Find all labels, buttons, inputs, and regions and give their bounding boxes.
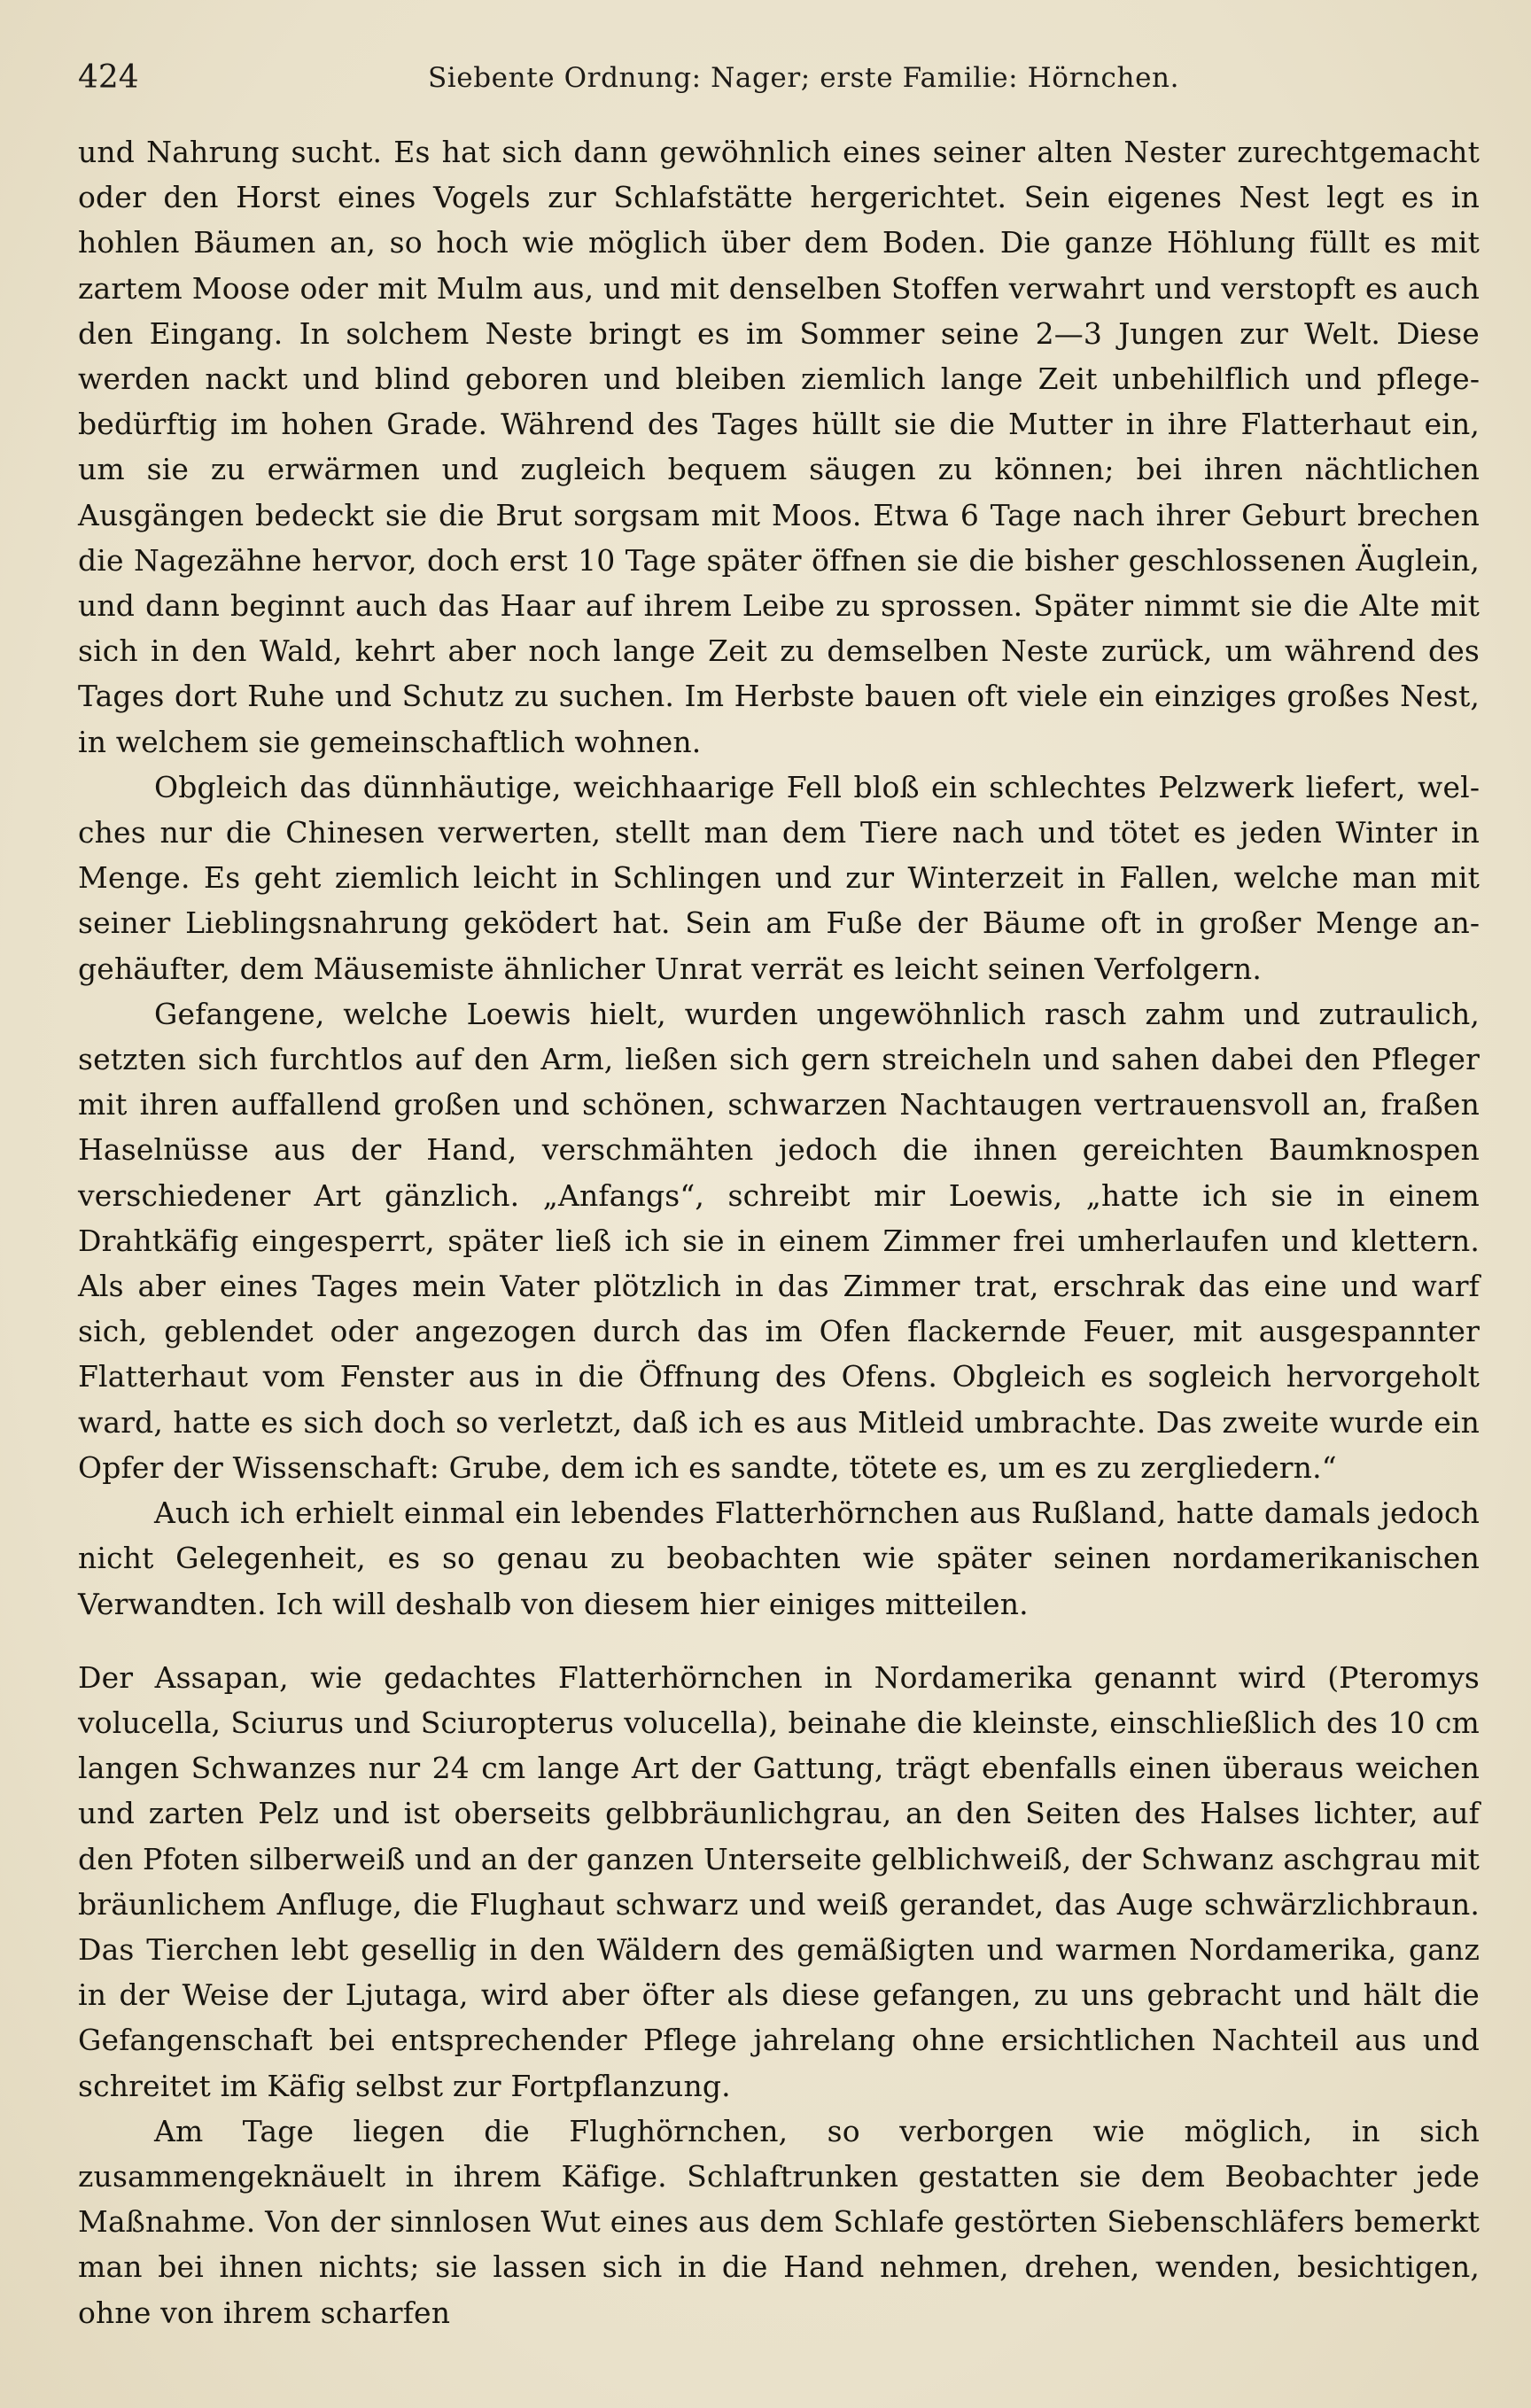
body-text: [78, 129, 1480, 2335]
paragraph-assapan-description: Der Assapan, wie gedachtes Flatterhörnchen in Nordamerika genannt wird (Pteromys volucella, Sciurus und Sciuropterus volucella), beinahe die kleinste, einschließlich des 10 cm langen Schwanzes nur 24 cm lange Art der Gattung, trägt ebenfalls einen überaus weichen und zarten Pelz und ist oberseits gelbbräunlichgrau, an den Seiten des Halses lichter, auf den Pfoten silberweiß und an der ganzen Unterseite gelblichweiß, der Schwanz aschgrau mit bräunlichem Anfluge, die Flughaut schwarz und weiß gerandet, das Auge schwärzlichbraun. Das Tierchen lebt gesellig in den Wäldern des gemäßigten und warmen Nordamerika, ganz in der Weise der Ljutaga, wird aber öfter als diese gefangen, zu uns gebracht und hält die Gefangenschaft bei entsprechender Pflege jahrelang ohne ersichtlichen Nachteil aus und schreitet im Käfig selbst zur Fortpflanzung.: [78, 1659, 1480, 2103]
paragraph-continued-nest: und Nahrung sucht. Es hat sich dann gewöhnlich eines seiner alten Nester zurechtgemacht oder den Horst eines Vogels zur Schlafstätte hergerichtet. Sein eigenes Nest legt es in hohlen Bäumen an, so hoch wie möglich über dem Boden. Die ganze Höhlung füllt es mit zartem Moose oder mit Mulm aus, und mit denselben Stoffen verwahrt und verstopft es auch den Eingang. In solchem Neste bringt es im Sommer seine 2—3 Jungen zur Welt. Diese werden nackt und blind geboren und bleiben ziemlich lange Zeit unbehilflich und pflegebedürftig im hohen Grade. Während des Tages hüllt sie die Mutter in ihre Flatterhaut ein, um sie zu erwärmen und zugleich bequem säugen zu können; bei ihren nächtlichen Ausgängen bedeckt sie die Brut sorgsam mit Moos. Etwa 6 Tage nach ihrer Geburt brechen die Nagezähne hervor, doch erst 10 Tage später öffnen sie die bisher geschlossenen Äuglein, und dann beginnt auch das Haar auf ihrem Leibe zu sprossen. Später nimmt sie die Alte mit sich in den Wald, kehrt aber noch lange Zeit zu demselben Neste zurück, um während des Tages dort Ruhe und Schutz zu suchen. Im Herbste bauen oft viele ein einziges großes Nest, in welchem sie gemeinschaftlich wohnen.: [78, 135, 1480, 759]
paragraph-russian-specimen: Auch ich erhielt einmal ein lebendes Flatterhörnchen aus Rußland, hatte damals jedoch nicht Gelegenheit, es so genau zu beobachten wie später seinen nordamerikanischen Verwandten. Ich will deshalb von diesem hier einiges mitteilen.: [78, 1495, 1480, 1621]
running-head: [78, 55, 1476, 101]
paragraph-fur-hunting: Obgleich das dünnhäutige, weichhaarige Fell bloß ein schlechtes Pelzwerk liefert, welches nur die Chinesen verwerten, stellt man dem Tiere nach und tötet es jeden Winter in Menge. Es geht ziemlich leicht in Schlingen und zur Winterzeit in Fallen, welche man mit seiner Lieblingsnahrung geködert hat. Sein am Fuße der Bäume oft in großer Menge angehäufter, dem Mäusemiste ähnlicher Unrat verrät es leicht seinen Verfolgern.: [78, 769, 1480, 986]
page-number: 424: [78, 59, 139, 96]
paragraph-daytime-behavior: Am Tage liegen die Flughörnchen, so verborgen wie möglich, in sich zusammengeknäuelt in ihrem Käfige. Schlaftrunken gestatten sie dem Beobachter jede Maßnahme. Von der sinnlosen Wut eines aus dem Schlafe gestörten Siebenschläfers bemerkt man bei ihnen nichts; sie lassen sich in die Hand nehmen, drehen, wenden, besichtigen, ohne von ihrem scharfen: [78, 2113, 1480, 2330]
paragraph-loewis-captives: Gefangene, welche Loewis hielt, wurden ungewöhnlich rasch zahm und zutraulich, setzten sich furchtlos auf den Arm, ließen sich gern streicheln und sahen dabei den Pfleger mit ihren auffallend großen und schönen, schwarzen Nachtaugen vertrauensvoll an, fraßen Haselnüsse aus der Hand, verschmähten jedoch die ihnen gereichten Baumknospen verschiedener Art gänzlich. „Anfangs“, schreibt mir Loewis, „hatte ich sie in einem Drahtkäfig eingesperrt, später ließ ich sie in einem Zimmer frei umherlaufen und klettern. Als aber eines Tages mein Vater plötzlich in das Zimmer trat, erschrak das eine und warf sich, geblendet oder angezogen durch das im Ofen flackernde Feuer, mit ausgespannter Flatterhaut vom Fenster aus in die Öffnung des Ofens. Obgleich es sogleich hervorgeholt ward, hatte es sich doch so verletzt, daß ich es aus Mitleid umbrachte. Das zweite wurde ein Opfer der Wissenschaft: Grube, dem ich es sandte, tötete es, um es zu zergliedern.“: [78, 996, 1480, 1485]
running-title: Siebente Ordnung: Nager; erste Familie: Hörnchen.: [427, 62, 1180, 94]
